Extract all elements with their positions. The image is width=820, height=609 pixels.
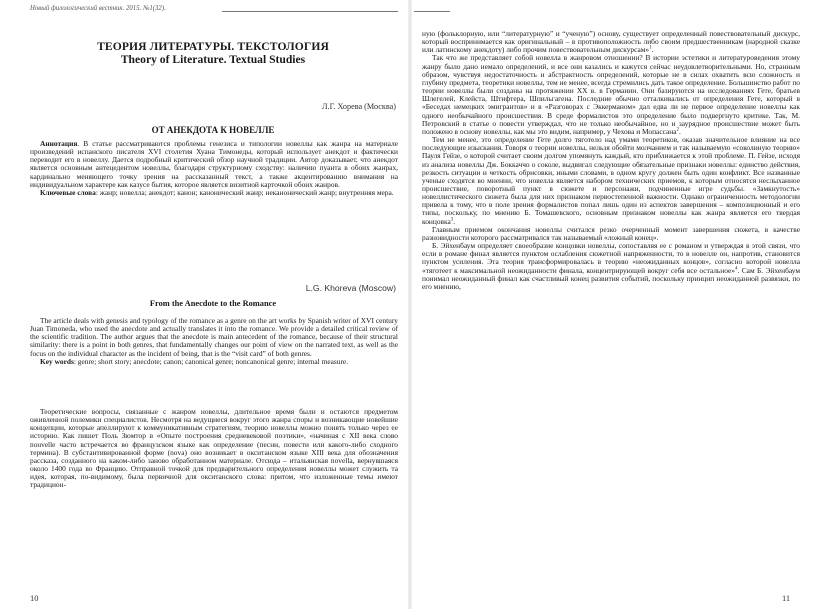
header-rule-right [414,11,450,12]
abstract-ru [30,140,398,197]
footnote-ref: 4 [735,266,738,272]
keywords-en-paragraph [30,358,398,366]
body-paragraph: Тем не менее, это определение Гете долго тяготело над умами теоретиков, оказав значительное влияние на все последующие изыскания. Говоря о теории новеллы, нельзя обойти молчанием и так называемую «соколиную теорию» Пауля Гейзе, о которой считает своим долгом упомянуть каждый, кто приближается к этой проблеме. П. Гейзе, исходя из анализа новеллы Дж. Боккаччо о соколе, выдвигал следующие обязательные признаки новеллы: единство действия, резкость ситуации и четкость обрисовки, иными словами, в одном кругу должен быть один конфликт. Все названные ученые сходятся во мнении, что новелла является набором технических приемов, к которым относятся неслыханное происшествие, поворотный пункт в сюжете и персонажи, подчиненные игре судьбы. «Замкнутость» новеллистического сюжета была для них признаком первостепенной важности. Однако ограниченность методологии привела к тому, что в поле зрения формалистов попал лишь один из аспектов завершения – композиционный и его типы, поскольку, по мнению Б. Томашевского, основным признаком новеллы как жанра является его твердая концовка$^3$. [422,135,800,226]
body-paragraph: ную (фольклорную, или “литературную” и “ученую”) основу, существует определенный повествовательный дискурс, который воспринимается как оригинальный – в противоположность либо своим предшественникам (народной сказке или латинскому анекдоту) либо прочим повествовательным дискурсам»$^1$. [422,29,800,55]
body-paragraph: Теоретические вопросы, связанные с жанром новеллы, длительное время были и остаются предметом оживленной полемики специалистов. Несмотря на ведущиеся вокруг этого жанра споры и возникающие новейшие концепции, которые апеллируют к коммуникативным стратегиям, теорию новеллы можно понять только через ее историю. Как пишет Поль Зюмтор в «Опыте построения средневековой поэтики», «начиная с XII века слово nouvelle часто встречается во французском языке как определение (песни, повести или какого-либо сходного термина). В субстантивированной форме (nova) оно возникает в окситанском языке XIII века для обозначения рассказа, созданного на каком-либо заново обработанном материале. Отсюда – итальянская novella, вернувшаяся около 1400 года во Францию. Отправной точкой для предварительного определения новеллы может служить та идея, которая, по-видимому, была первичной для окситанского слова: притом, что изложенные темы имеют традицион- [30,407,398,490]
keywords-label-en: Key words [40,356,74,366]
keywords-ru-paragraph [30,189,398,197]
footnote-ref: 1 [649,45,652,51]
body-text: Тем не менее, это определение Гете долго тяготело над умами теоретиков, оказав значительное влияние на все последующие изыскания. Говоря о теории новеллы, нельзя обойти молчанием и так называемую «соколиную теорию» Пауля Гейзе, о которой считает своим долгом упомянуть каждый, кто приближается к этой проблеме. П. Гейзе, исходя из анализа новеллы Дж. Боккаччо о соколе, выдвигал следующие обязательные признаки новеллы: единство действия, резкость ситуации и четкость обрисовки, иными словами, в одном кругу должен быть один конфликт. Все названные ученые сходятся во мнении, что новелла является набором технических приемов, к которым относятся неслыханное происшествие, поворотный пункт в сюжете и персонажи, подчиненные игре судьбы. «Замкнутость» новеллистического сюжета была для них признаком первостепенной важности. Однако ограниченность методологии привела к тому, что в поле зрения формалистов попал лишь один из аспектов завершения – композиционный и его типы, поскольку, по мнению Б. Томашевского, основным признаком новеллы как жанра является его твердая концовка [422,135,800,226]
body-paragraph: Так что же представляет собой новелла в жанровом отношении? В истории эстетики и литературоведения этому жанру было дано немало определений, и все они казались и кажутся сейчас неудовлетворительными. Но, странным образом, чувствуя недостаточность и абстрактность определений, которые не в силах охватить всю сложность и глубину предмета, теоретики новеллы, тем не менее, всегда стремились дать такое определение. Большинство работ по теории новеллы были созданы на протяжении XX в. в Германии. Они базируются на исследованиях Гете, братьев Шлегелей, Клейста, Штифтера, Шпильгагена. Последние обычно отталкивались от определения Гете, который в «Беседах немецких эмигрантов» и в «Разговорах с Эккерманом» дал едва ли не первое определение новеллы как одного необычайного происшествия. В среде формалистов это определение было подвергнуто критике. Так, М. Петровский в статье о повести утверждал, что не только необычайное, но и заурядное происшествие может быть положено в основу новеллы, как мы это видим, например, у Чехова и Мопассана$^2$. [422,53,800,136]
section-subtitle: Theory of Literature. Textual Studies [120,53,306,66]
right-page [410,0,820,609]
section-title: ТЕОРИЯ ЛИТЕРАТУРЫ. ТЕКСТОЛОГИЯ [97,40,329,53]
header-rule [222,11,398,12]
author-en: L.G. Khoreva (Moscow) [305,283,396,293]
keywords-text-en: : genre; short story; anecdote; canon; canonical genre; noncanonical genre; internal measure. [73,356,349,366]
running-head: Новый филологический вестник. 2015. №1(32). [30,5,166,12]
author-ru: Л.Г. Хорева (Москва) [322,102,396,111]
article-title-en: From the Anecdote to the Romance [149,299,277,308]
keywords-label: Ключевые слова [40,187,96,197]
footnote-ref: 3 [450,217,454,223]
page-number-left: 10 [30,593,39,603]
body-paragraph [422,242,800,291]
body-text: Б. Эйхенбаум определяет своеобразие концовки новеллы, сопоставляя ее с романом и утверждая в этой связи, что если в романе финал является пунктом ослабления сюжетной напряженности, то в новелле он, напротив, становится пунктом усиления. Эта теория трансформировалась в теорию «неожиданных концов», согласно которой новелла «тяготеет к максимальной неожиданности финала, концентрирующей вокруг себя все остальное» [422,241,800,275]
abstract-text: . В статье рассматриваются проблемы генезиса и типологии новеллы как жанра на материале произведений испанского писателя XVI столетия Хуана Тимонеды, который использует анекдот и фактически переводит его в новеллу. Дается подробный критический обзор научной традиции. Автор доказывает, что анекдот является основным антецедентом новеллы, благодаря структурному сходству: наличию пуанта в обоих жанрах, кардинально меняющего точку зрения на рассказанный текст, а также акцентированию внимания на индивидуальном характере как казусе бытия, которое является визитной карточкой обоих жанров. [30,139,398,189]
footnote-ref: 2 [676,127,679,133]
body-left [30,408,398,490]
keywords-text: : жанр; новелла; анекдот; канон; канонический жанр; неканонический жанр; внутренняя мера. [95,187,394,197]
abstract-label: Аннотация [40,139,78,148]
article-title-ru: ОТ АНЕКДОТА К НОВЕЛЛЕ [151,125,275,135]
page-number-right: 11 [782,593,791,603]
body-right [422,30,800,291]
body-text: ную (фольклорную, или “литературную” и “ученую”) основу, существует определенный повествовательный дискурс, который воспринимается как оригинальный – в противоположность либо своим предшественникам (народной сказке или латинскому анекдоту) либо прочим повествовательным дискурсам» [422,29,800,55]
abstract-en [30,317,398,366]
abstract-en-paragraph: The article deals with genesis and typology of the romance as a genre on the art works by Spanish writer of XVI century Juan Timoneda, who used the anecdote and actually translates it into the romance. We provide a detailed critical review of the scientific tradition. The author argues that the anecdote is main antecedent of the romance, because of their structural similarity: there is a point in both genres, that fundamentally changes our point of view on the narrated text, as well as the focus on the individual character as the incident of being, that is the “visit card” of both genres. [30,316,398,358]
body-text: Так что же представляет собой новелла в жанровом отношении? В истории эстетики и литературоведения этому жанру было дано немало определений, и все они казались и кажутся сейчас неудовлетворительными. Но, странным образом, чувствуя недостаточность и абстрактность определений, которые не в силах охватить всю сложность и глубину предмета, теоретики новеллы, тем не менее, всегда стремились дать такое определение. Большинство работ по теории новеллы были созданы на протяжении XX в. в Германии. Они базируются на исследованиях Гете, братьев Шлегелей, Клейста, Штифтера, Шпильгагена. Последние обычно отталкивались от определения Гете, который в «Беседах немецких эмигрантов» и в «Разговорах с Эккерманом» дал едва ли не первое определение новеллы как одного необычайного происшествия. В среде формалистов это определение было подвергнуто критике. Так, М. Петровский в статье о повести утверждал, что не только необычайное, но и заурядное происшествие может быть положено в основу новеллы, как мы это видим, например, у Чехова и Мопассана [422,53,800,136]
body-paragraph: Главным приемом окончания новеллы считался резко очерченный момент завершения сюжета, в качестве разновидности которого рассматривался так называемый «ложный конец». [422,224,800,242]
body-text: . Сам Б. Эйхенбаум понимал неожиданный финал как счастливый конец развития событий, поскольку принцип неожиданной развязки, по его мнению, [422,265,801,291]
abstract-ru-paragraph [30,140,398,189]
